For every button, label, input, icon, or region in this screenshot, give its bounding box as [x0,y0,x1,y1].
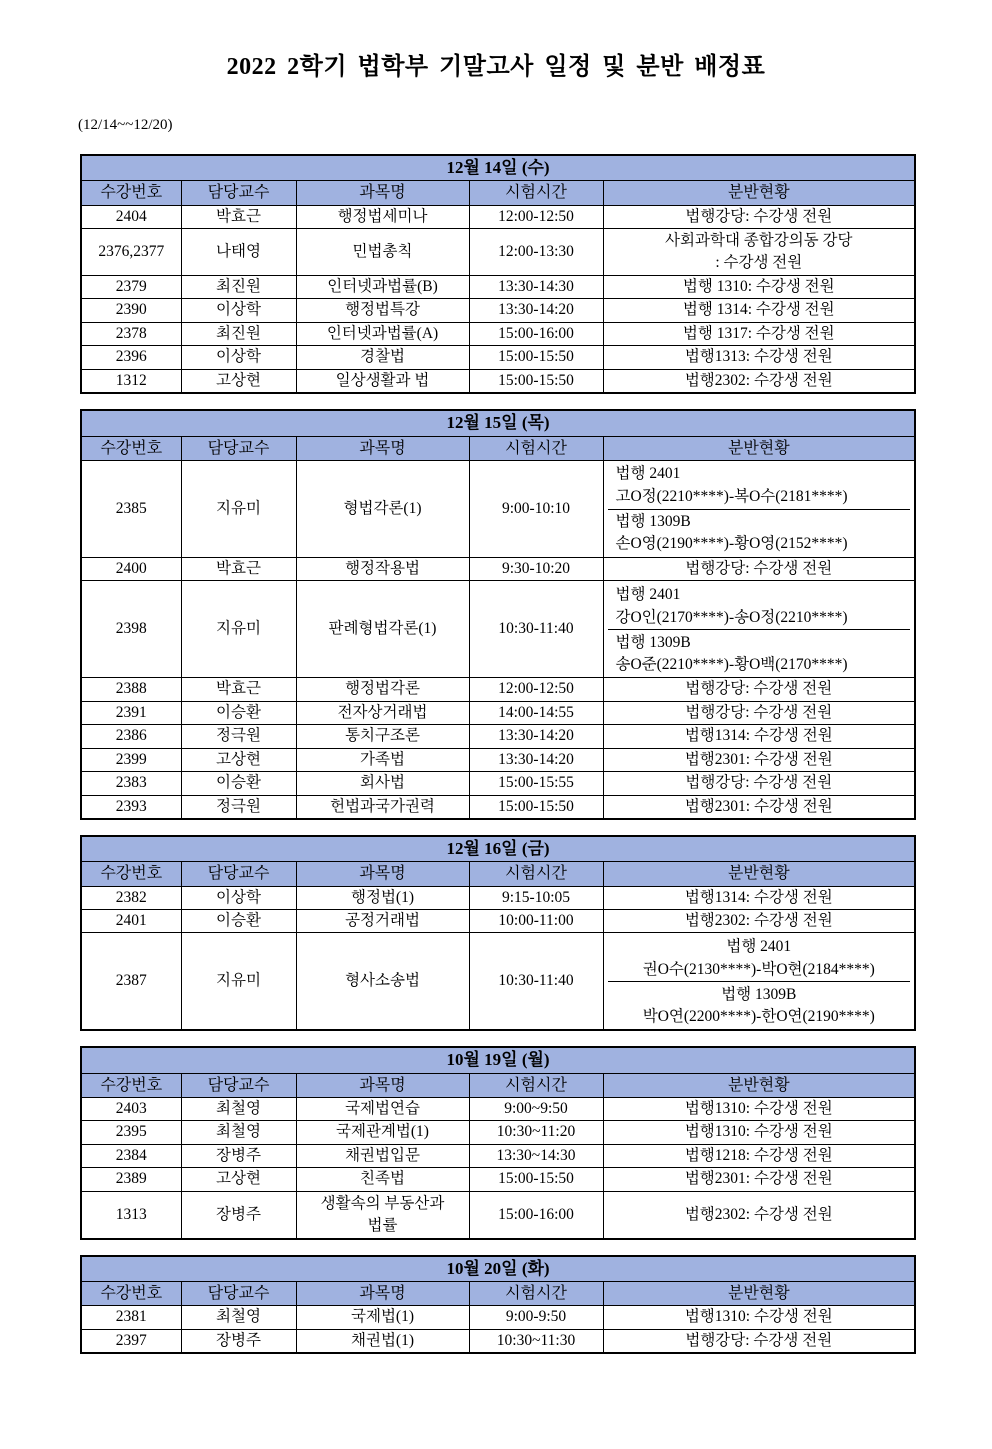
day-header: 10월 20일 (화) [81,1256,915,1282]
cell-professor: 이승환 [181,772,296,795]
column-header: 분반현황 [603,862,915,886]
day-header-row [81,1047,915,1073]
column-header: 담당교수 [181,436,296,460]
cell-course-no: 2383 [81,772,181,795]
cell-subject: 인터넷과법률(B) [296,276,469,299]
cell-professor: 장병주 [181,1144,296,1167]
table-row [81,1144,915,1167]
cell-subject: 인터넷과법률(A) [296,322,469,345]
cell-professor: 고상현 [181,748,296,771]
column-header: 담당교수 [181,862,296,886]
cell-exam-time: 13:30-14:20 [469,725,603,748]
column-header: 시험시간 [469,436,603,460]
cell-section-status: 법행 1317: 수강생 전원 [603,322,915,345]
cell-exam-time: 10:30-11:40 [469,933,603,1031]
cell-line: 법행 2401 [726,938,792,956]
cell-course-no: 2384 [81,1144,181,1167]
column-header: 수강번호 [81,1282,181,1306]
cell-exam-time: 13:30-14:20 [469,299,603,322]
cell-line: 법행 1309B [615,513,691,531]
table-row [81,299,915,322]
section-subcell [608,981,911,1028]
exam-table-4 [80,1255,916,1354]
cell-professor: 정극원 [181,725,296,748]
cell-course-no: 2396 [81,346,181,369]
section-subcell [608,509,911,556]
section-subcell [608,582,911,629]
column-header: 시험시간 [469,1282,603,1306]
column-header-row [81,181,915,205]
cell-exam-time: 9:15-10:05 [469,886,603,909]
cell-professor: 지유미 [181,460,296,557]
cell-professor: 이상학 [181,886,296,909]
cell-section-status [603,460,915,557]
cell-section-status: 법행강당: 수강생 전원 [603,1329,915,1353]
table-row [81,1191,915,1239]
table-row [81,460,915,557]
date-range-label: (12/14~~12/20) [78,117,173,133]
table-row [81,1306,915,1329]
cell-line: 법행 1309B [615,633,691,651]
cell-section-status: 법행2301: 수강생 전원 [603,795,915,819]
column-header: 과목명 [296,436,469,460]
cell-subject: 행정법세미나 [296,205,469,228]
cell-exam-time: 9:00-10:10 [469,460,603,557]
cell-line: 송O준(2210****)-황O백(2170****) [615,655,848,673]
column-header: 과목명 [296,1282,469,1306]
column-header: 담당교수 [181,1282,296,1306]
exam-table-3 [80,1046,916,1239]
table-row [81,1329,915,1353]
cell-subject: 국제법연습 [296,1097,469,1120]
cell-exam-time: 10:30~11:20 [469,1121,603,1144]
cell-exam-time: 13:30~14:30 [469,1144,603,1167]
cell-course-no: 2401 [81,909,181,932]
column-header: 시험시간 [469,862,603,886]
cell-course-no: 2378 [81,322,181,345]
column-header: 과목명 [296,862,469,886]
cell-section-status: 법행1313: 수강생 전원 [603,346,915,369]
cell-subject: 공정거래법 [296,909,469,932]
cell-section-status: 법행1218: 수강생 전원 [603,1144,915,1167]
cell-exam-time: 15:00-16:00 [469,1191,603,1239]
cell-subject: 회사법 [296,772,469,795]
table-row [81,725,915,748]
cell-course-no: 2395 [81,1121,181,1144]
column-header-row [81,1282,915,1306]
cell-subject: 가족법 [296,748,469,771]
column-header: 분반현황 [603,1282,915,1306]
cell-professor: 이상학 [181,346,296,369]
cell-professor: 정극원 [181,795,296,819]
cell-exam-time: 15:00-16:00 [469,322,603,345]
cell-line: 법률 [367,1216,398,1234]
cell-section-status: 법행2301: 수강생 전원 [603,748,915,771]
cell-exam-time: 10:00-11:00 [469,909,603,932]
column-header: 시험시간 [469,1073,603,1097]
cell-course-no: 2399 [81,748,181,771]
column-header: 수강번호 [81,181,181,205]
table-row [81,795,915,819]
cell-subject: 통치구조론 [296,725,469,748]
cell-course-no: 1313 [81,1191,181,1239]
cell-exam-time: 9:00~9:50 [469,1097,603,1120]
cell-exam-time: 13:30-14:20 [469,748,603,771]
cell-course-no: 2381 [81,1306,181,1329]
document-page [0,46,992,1449]
table-row [81,205,915,228]
cell-professor: 박효근 [181,205,296,228]
cell-professor: 박효근 [181,678,296,701]
day-header: 10월 19일 (월) [81,1047,915,1073]
cell-line: 법행 2401 [615,585,681,603]
column-header: 과목명 [296,181,469,205]
cell-subject: 전자상거래법 [296,701,469,724]
table-row [81,322,915,345]
column-header: 시험시간 [469,181,603,205]
cell-section-status: 법행1314: 수강생 전원 [603,886,915,909]
cell-line: 권O수(2130****)-박O현(2184****) [642,960,875,978]
column-header: 분반현황 [603,1073,915,1097]
table-row [81,678,915,701]
cell-subject: 행정법(1) [296,886,469,909]
cell-line: 박O연(2200****)-한O연(2190****) [642,1008,875,1026]
cell-subject: 판례형법각론(1) [296,581,469,678]
cell-course-no: 2390 [81,299,181,322]
cell-course-no: 2386 [81,725,181,748]
cell-professor: 이승환 [181,701,296,724]
cell-section-status [603,933,915,1031]
cell-course-no: 2397 [81,1329,181,1353]
cell-section-status [603,581,915,678]
cell-course-no: 1312 [81,369,181,393]
day-header-row [81,1256,915,1282]
cell-subject: 채권법입문 [296,1144,469,1167]
cell-exam-time: 15:00-15:50 [469,346,603,369]
column-header-row [81,1073,915,1097]
day-header-row [81,155,915,181]
exam-table-1 [80,409,916,820]
cell-exam-time: 12:00-12:50 [469,205,603,228]
cell-section-status: 법행2302: 수강생 전원 [603,369,915,393]
cell-professor: 지유미 [181,581,296,678]
page-title: 2022 2학기 법학부 기말고사 일정 및 분반 배정표 [226,54,766,80]
cell-line: 생활속의 부동산과 [320,1194,445,1212]
cell-subject: 민법총칙 [296,229,469,276]
cell-section-status [603,229,915,276]
cell-course-no: 2404 [81,205,181,228]
column-header: 수강번호 [81,862,181,886]
table-row [81,1121,915,1144]
cell-section-status: 법행1310: 수강생 전원 [603,1306,915,1329]
cell-line: 강O인(2170****)-송O정(2210****) [615,608,848,626]
cell-exam-time: 9:00-9:50 [469,1306,603,1329]
cell-subject: 친족법 [296,1168,469,1191]
cell-line: : 수강생 전원 [715,254,803,271]
cell-professor: 장병주 [181,1191,296,1239]
cell-subject: 경찰법 [296,346,469,369]
column-header: 분반현황 [603,181,915,205]
table-row [81,276,915,299]
cell-section-status: 법행강당: 수강생 전원 [603,772,915,795]
cell-section-status: 법행강당: 수강생 전원 [603,678,915,701]
cell-section-status: 법행강당: 수강생 전원 [603,557,915,580]
table-row [81,1168,915,1191]
cell-line: 사회과학대 종합강의동 강당 [665,232,853,249]
cell-line: 고O정(2210****)-복O수(2181****) [615,488,848,506]
cell-section-status: 법행2302: 수강생 전원 [603,909,915,932]
table-row [81,581,915,678]
day-header-row [81,410,915,436]
table-row [81,748,915,771]
cell-subject: 채권법(1) [296,1329,469,1353]
cell-exam-time: 15:00-15:50 [469,795,603,819]
cell-subject: 국제관계법(1) [296,1121,469,1144]
cell-course-no: 2391 [81,701,181,724]
cell-section-status: 법행강당: 수강생 전원 [603,701,915,724]
section-subcell [608,934,911,981]
cell-subject: 일상생활과 법 [296,369,469,393]
cell-subject: 행정법특강 [296,299,469,322]
cell-subject: 행정작용법 [296,557,469,580]
cell-course-no: 2403 [81,1097,181,1120]
cell-subject: 형사소송법 [296,933,469,1031]
cell-professor: 이승환 [181,909,296,932]
cell-subject: 국제법(1) [296,1306,469,1329]
cell-professor: 지유미 [181,933,296,1031]
cell-section-status: 법행1314: 수강생 전원 [603,725,915,748]
cell-exam-time: 13:30-14:30 [469,276,603,299]
cell-course-no: 2400 [81,557,181,580]
cell-exam-time: 9:30-10:20 [469,557,603,580]
table-row [81,886,915,909]
day-header: 12월 14일 (수) [81,155,915,181]
day-header: 12월 15일 (목) [81,410,915,436]
cell-professor: 최철영 [181,1097,296,1120]
section-subcell [608,629,911,676]
section-subcell [608,462,911,509]
day-header: 12월 16일 (금) [81,836,915,862]
cell-course-no: 2385 [81,460,181,557]
table-row [81,557,915,580]
table-row [81,346,915,369]
cell-exam-time: 15:00-15:50 [469,1168,603,1191]
cell-course-no: 2376,2377 [81,229,181,276]
cell-exam-time: 15:00-15:55 [469,772,603,795]
cell-course-no: 2389 [81,1168,181,1191]
cell-subject: 형법각론(1) [296,460,469,557]
column-header: 담당교수 [181,181,296,205]
table-row [81,229,915,276]
cell-subject: 헌법과국가권력 [296,795,469,819]
cell-professor: 고상현 [181,369,296,393]
cell-professor: 박효근 [181,557,296,580]
cell-section-status: 법행2301: 수강생 전원 [603,1168,915,1191]
cell-course-no: 2379 [81,276,181,299]
cell-section-status: 법행1310: 수강생 전원 [603,1121,915,1144]
cell-line: 법행 2401 [615,465,681,483]
cell-exam-time: 10:30~11:30 [469,1329,603,1353]
cell-line: 손O영(2190****)-황O영(2152****) [615,535,848,553]
cell-course-no: 2398 [81,581,181,678]
cell-section-status: 법행 1314: 수강생 전원 [603,299,915,322]
column-header: 과목명 [296,1073,469,1097]
cell-section-status: 법행2302: 수강생 전원 [603,1191,915,1239]
column-header-row [81,862,915,886]
day-header-row [81,836,915,862]
table-row [81,772,915,795]
column-header-row [81,436,915,460]
column-header: 수강번호 [81,436,181,460]
column-header: 수강번호 [81,1073,181,1097]
table-row [81,369,915,393]
cell-professor: 장병주 [181,1329,296,1353]
cell-section-status: 법행 1310: 수강생 전원 [603,276,915,299]
cell-professor: 고상현 [181,1168,296,1191]
cell-subject [296,1191,469,1239]
cell-subject: 행정법각론 [296,678,469,701]
table-row [81,909,915,932]
cell-exam-time: 14:00-14:55 [469,701,603,724]
cell-course-no: 2387 [81,933,181,1031]
column-header: 분반현황 [603,436,915,460]
exam-schedule-tables [80,154,914,1354]
cell-professor: 최철영 [181,1306,296,1329]
cell-exam-time: 12:00-13:30 [469,229,603,276]
cell-section-status: 법행1310: 수강생 전원 [603,1097,915,1120]
cell-exam-time: 15:00-15:50 [469,369,603,393]
cell-exam-time: 12:00-12:50 [469,678,603,701]
cell-exam-time: 10:30-11:40 [469,581,603,678]
cell-course-no: 2382 [81,886,181,909]
table-row [81,701,915,724]
cell-line: 법행 1309B [721,985,797,1003]
cell-course-no: 2393 [81,795,181,819]
cell-professor: 최진원 [181,276,296,299]
cell-professor: 최철영 [181,1121,296,1144]
cell-course-no: 2388 [81,678,181,701]
exam-table-2 [80,835,916,1031]
column-header: 담당교수 [181,1073,296,1097]
cell-professor: 나태영 [181,229,296,276]
table-row [81,1097,915,1120]
exam-table-0 [80,154,916,394]
cell-section-status: 법행강당: 수강생 전원 [603,205,915,228]
cell-professor: 이상학 [181,299,296,322]
table-row [81,933,915,1031]
cell-professor: 최진원 [181,322,296,345]
